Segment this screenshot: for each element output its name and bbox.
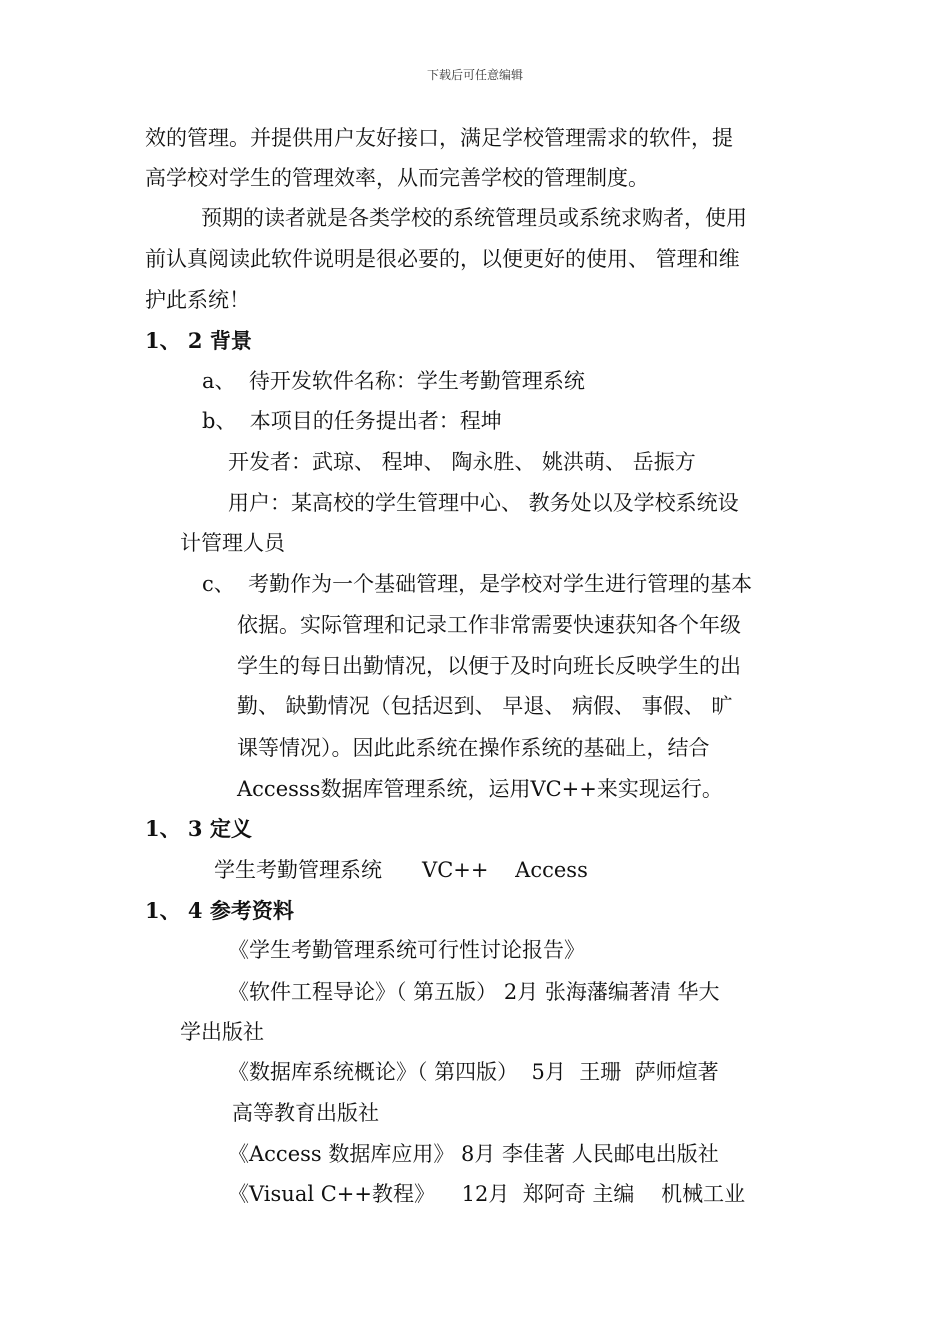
paragraph-line: 用户：某高校的学生管理中心、 教务处以及学校系统设 (228, 491, 739, 515)
paragraph-line: 护此系统！ (145, 288, 250, 312)
paragraph-line: 课等情况）。因此此系统在操作系统的基础上，结合 (237, 736, 710, 760)
page-header: 下载后可任意编辑 (426, 68, 523, 82)
list-item: b、 本项目的任务提出者：程坤 (202, 409, 502, 433)
paragraph-line: 学生的每日出勤情况，以便于及时向班长反映学生的出 (237, 654, 741, 678)
list-item: c、 考勤作为一个基础管理，是学校对学生进行管理的基本 (202, 572, 753, 596)
paragraph-line: 开发者：武琼、 程坤、 陶永胜、 姚洪萌、 岳振方 (228, 450, 696, 474)
paragraph-line: 勤、 缺勤情况（包括迟到、 早退、 病假、 事假、 旷 (237, 694, 733, 718)
paragraph-line: 效的管理。并提供用户友好接口，满足学校管理需求的软件，提 (145, 126, 733, 150)
section-heading: 1、 2 背景 (145, 328, 252, 353)
paragraph-line: Accesss数据库管理系统，运用VC++来实现运行。 (237, 777, 723, 801)
reference-item: 学出版社 (180, 1020, 264, 1044)
paragraph-line: 依据。实际管理和记录工作非常需要快速获知各个年级 (237, 613, 741, 637)
paragraph-line: 计管理人员 (180, 531, 285, 555)
reference-item: 《数据库系统概论》（ 第四版） 5月 王珊 萨师煊著 (228, 1060, 719, 1084)
paragraph-line: 学生考勤管理系统 VC++ Access (214, 858, 588, 882)
paragraph-line: 高学校对学生的管理效率，从而完善学校的管理制度。 (145, 166, 649, 190)
reference-item: 《软件工程导论》（ 第五版） 2月 张海藩编著清 华大 (228, 980, 720, 1004)
section-heading: 1、 4 参考资料 (145, 898, 294, 923)
reference-item: 《学生考勤管理系统可行性讨论报告》 (228, 938, 585, 962)
list-item: a、 待开发软件名称：学生考勤管理系统 (202, 369, 585, 393)
reference-item: 高等教育出版社 (232, 1101, 379, 1125)
reference-item: 《Visual C++教程》 12月 郑阿奇 主编 机械工业 (228, 1182, 746, 1206)
paragraph-line: 前认真阅读此软件说明是很必要的，以便更好的使用、 管理和维 (145, 247, 740, 271)
section-heading: 1、 3 定义 (145, 816, 252, 841)
paragraph-line: 预期的读者就是各类学校的系统管理员或系统求购者，使用 (201, 206, 747, 230)
reference-item: 《Access 数据库应用》 8月 李佳著 人民邮电出版社 (228, 1142, 719, 1166)
